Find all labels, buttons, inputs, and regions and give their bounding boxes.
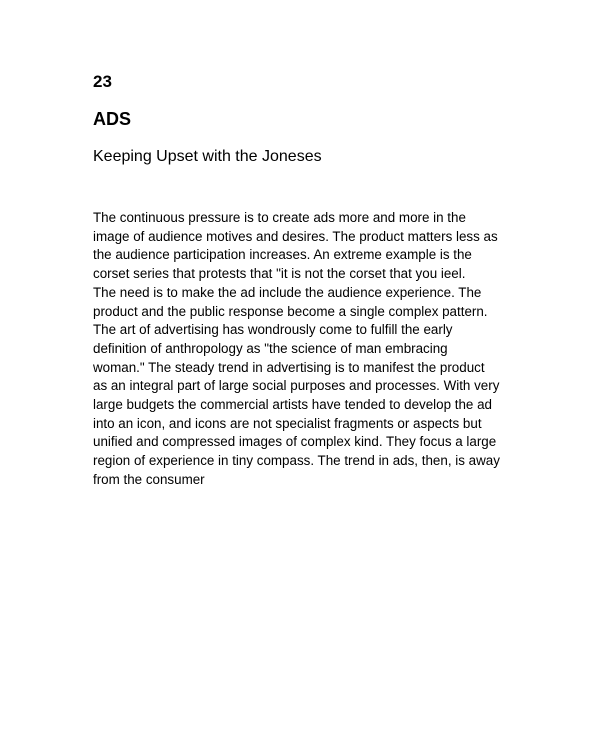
body-line: product and the public response become a single complex pattern. (93, 303, 488, 319)
body-line: large budgets the commercial artists have tended to develop the ad (93, 397, 492, 413)
body-line: definition of anthropology as "the science of man embracing (93, 340, 448, 356)
body-line: The continuous pressure is to create ads more and more in the (93, 210, 466, 225)
chapter-subtitle: Keeping Upset with the Joneses (93, 148, 322, 165)
body-line: region of experience in tiny compass. The trend in ads, then, is away (93, 453, 500, 469)
chapter-title: ADS (93, 109, 132, 129)
body-line: woman." The steady trend in advertising is to manifest the product (93, 359, 485, 375)
body-line: the audience participation increases. An extreme example is the (93, 247, 472, 263)
body-paragraph (93, 209, 533, 490)
body-line: as an integral part of large social purposes and processes. With very (93, 378, 500, 394)
body-line: unified and compressed images of complex kind. They focus a large (93, 434, 497, 450)
chapter-number: 23 (93, 72, 112, 91)
body-line: into an icon, and icons are not specialist fragments or aspects but (93, 415, 482, 431)
body-line: image of audience motives and desires. The product matters less as (93, 228, 498, 244)
body-line: The need is to make the ad include the audience experience. The (93, 284, 482, 300)
body-line: from the consumer (93, 471, 205, 487)
body-line: corset series that protests that "it is not the corset that you ieel. (93, 266, 466, 282)
body-line: The art of advertising has wondrously come to fulfill the early (93, 322, 453, 338)
